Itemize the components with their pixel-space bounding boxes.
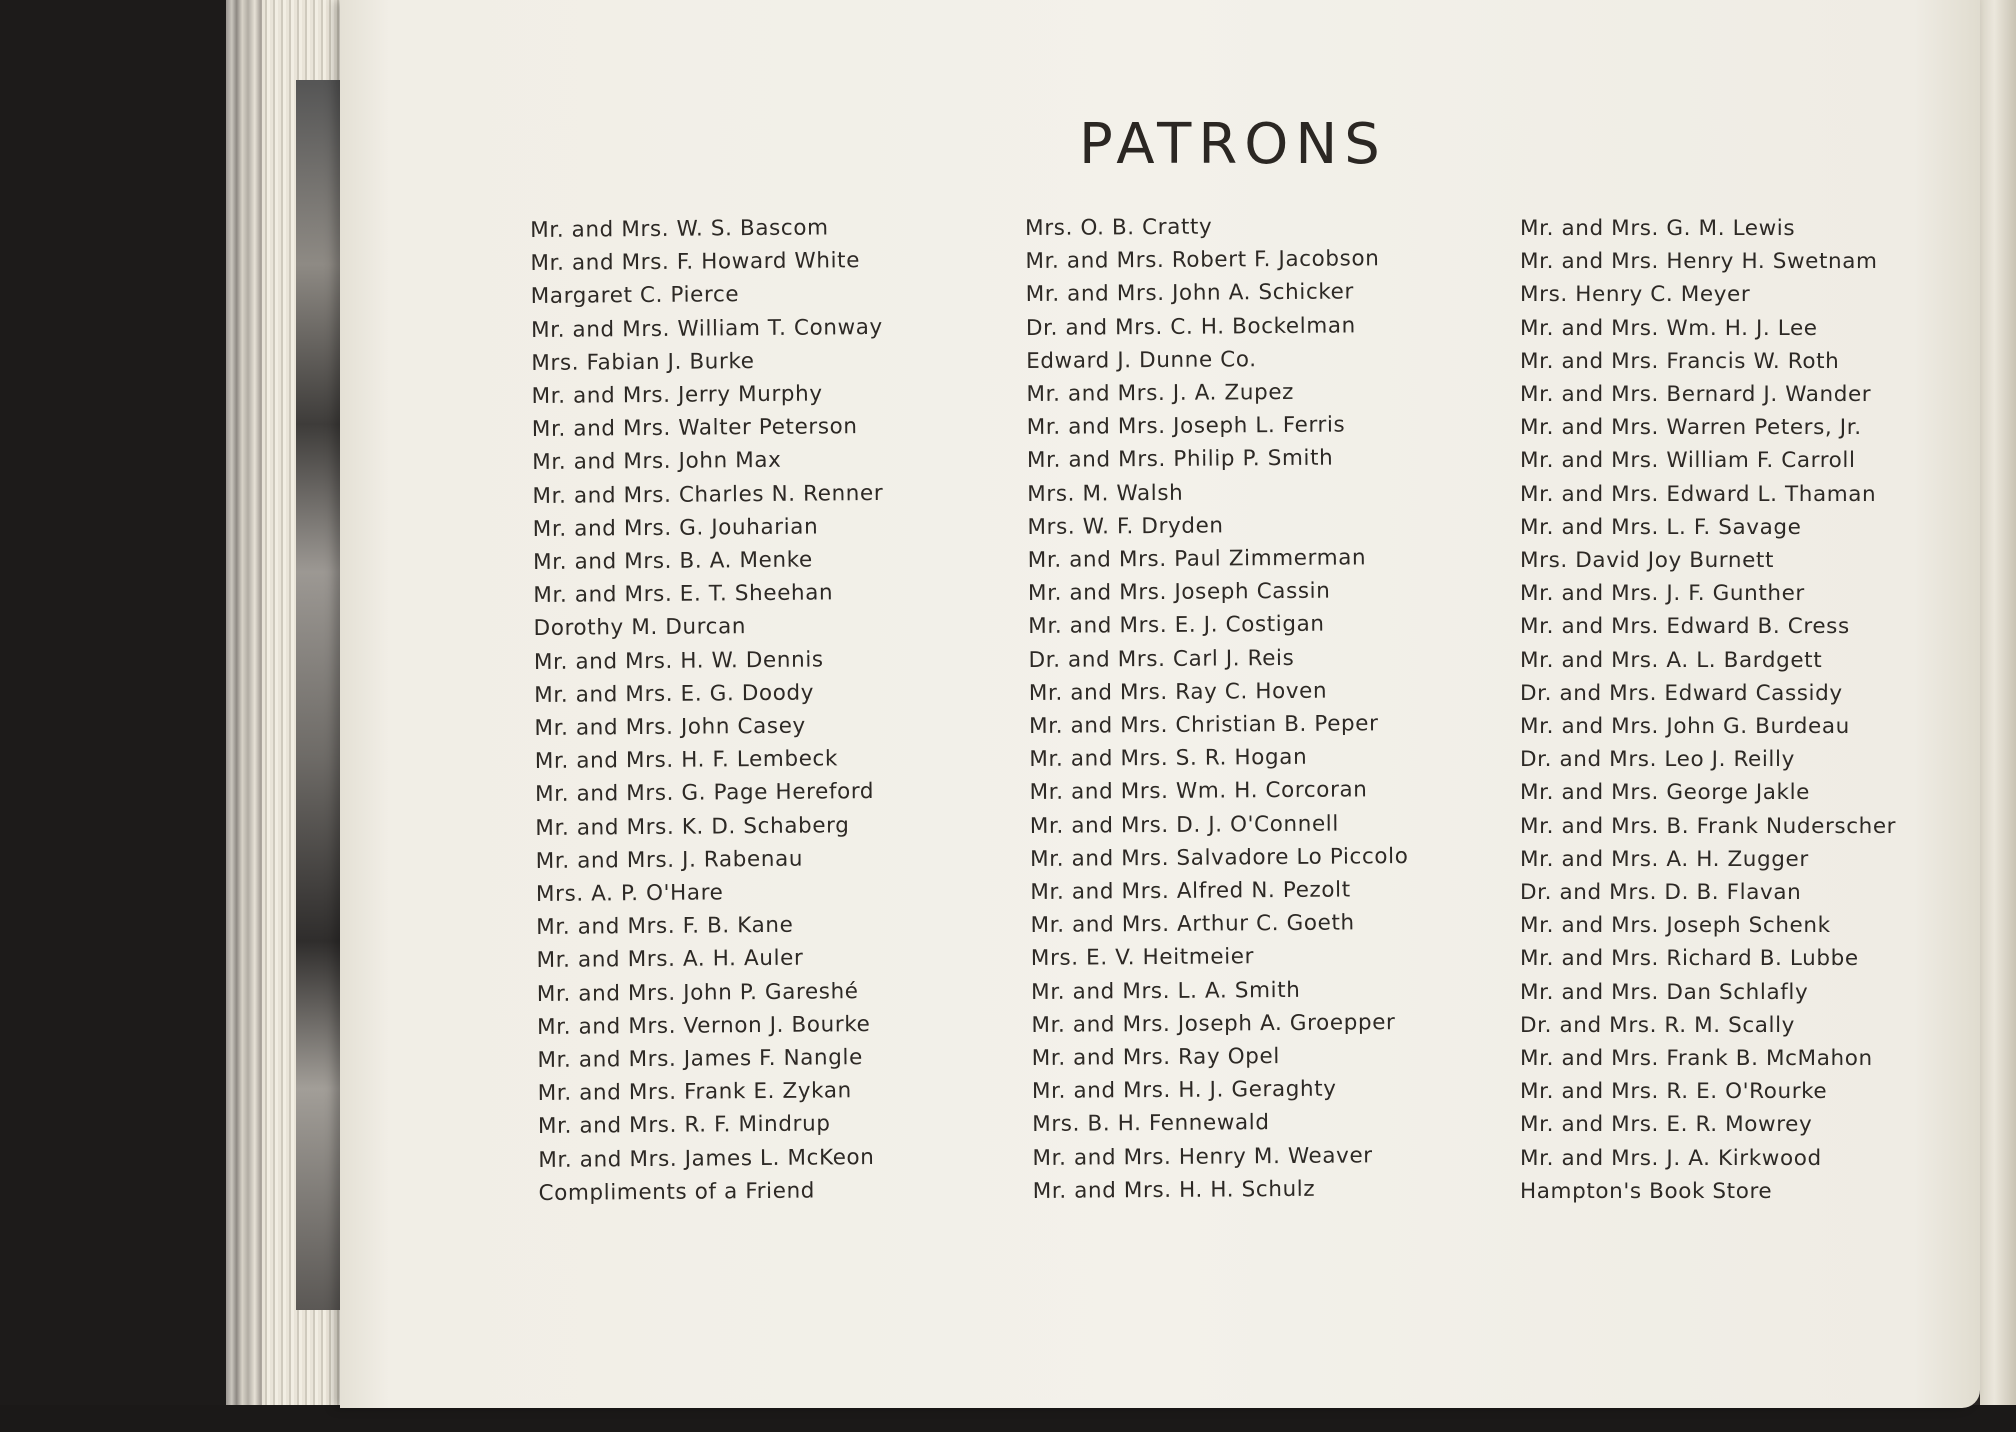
patron-entry: Mrs. David Joy Burnett [1520,548,1774,574]
patron-entry: Mr. and Mrs. George Jakle [1520,780,1811,806]
patron-entry: Mr. and Mrs. Alfred N. Pezolt [1030,877,1351,906]
patron-entry: Mr. and Mrs. Frank B. McMahon [1520,1046,1873,1072]
patron-entry: Mr. and Mrs. Wm. H. J. Lee [1520,315,1818,341]
patron-entry: Mr. and Mrs. Charles N. Renner [532,480,884,509]
patron-column-2 [1025,209,1411,1208]
patron-entry: Mr. and Mrs. E. T. Sheehan [533,580,834,609]
patron-entry: Mr. and Mrs. Ray Opel [1031,1044,1280,1072]
patron-entry: Dr. and Mrs. Edward Cassidy [1520,680,1843,706]
patron-entry: Mr. and Mrs. B. Frank Nuderscher [1520,813,1897,839]
page-title: PATRONS [1079,112,1387,177]
patron-entry: Mrs. A. P. O'Hare [535,880,724,908]
patron-entry: Mr. and Mrs. John G. Burdeau [1520,714,1850,740]
patron-entry: Mr. and Mrs. James L. McKeon [538,1144,875,1173]
patron-entry: Mr. and Mrs. D. J. O'Connell [1029,811,1340,839]
patron-entry: Dr. and Mrs. R. M. Scally [1520,1012,1796,1038]
patron-entry: Mr. and Mrs. F. B. Kane [536,912,794,941]
patron-entry: Mr. and Mrs. G. Jouharian [532,514,819,542]
patron-entry: Mr. and Mrs. Joseph L. Ferris [1026,412,1346,441]
patron-entry: Mr. and Mrs. L. A. Smith [1031,977,1301,1005]
patron-entry: Mr. and Mrs. Bernard J. Wander [1520,382,1872,408]
patron-entry: Mr. and Mrs. Salvadore Lo Piccolo [1029,843,1409,872]
patron-entry: Mrs. Henry C. Meyer [1520,282,1751,308]
patron-entry: Mr. and Mrs. B. A. Menke [532,547,813,576]
patron-entry: Dr. and Mrs. C. H. Bockelman [1025,313,1356,341]
patron-entry: Mr. and Mrs. Robert F. Jacobson [1025,246,1380,275]
patron-entry: Compliments of a Friend [538,1178,816,1206]
patron-entry: Mr. and Mrs. A. H. Zugger [1520,846,1809,872]
patron-entry: Mr. and Mrs. Christian B. Peper [1028,711,1379,740]
patron-entry: Mr. and Mrs. Vernon J. Bourke [536,1011,871,1040]
patron-entry: Mr. and Mrs. J. A. Zupez [1026,379,1295,408]
patron-entry: Mr. and Mrs. S. R. Hogan [1029,745,1308,773]
patron-entry: Mrs. M. Walsh [1027,480,1184,507]
right-page-edge [1980,0,2016,1410]
patron-entry: Mr. and Mrs. Edward L. Thaman [1520,481,1877,507]
patron-entry: Mr. and Mrs. William T. Conway [530,314,883,343]
patron-entry: Mr. and Mrs. J. F. Gunther [1520,581,1805,607]
patron-entry: Edward J. Dunne Co. [1026,346,1257,374]
patron-entry: Mrs. B. H. Fennewald [1032,1110,1270,1138]
patron-entry: Margaret C. Pierce [530,282,740,310]
patron-entry: Mr. and Mrs. Philip P. Smith [1026,446,1334,474]
patron-entry: Mr. and Mrs. Henry H. Swetnam [1520,249,1878,275]
patron-entry: Mr. and Mrs. E. R. Mowrey [1520,1112,1813,1138]
patron-entry: Mrs. W. F. Dryden [1027,513,1224,540]
patron-entry: Dorothy M. Durcan [533,614,747,642]
patron-entry: Mr. and Mrs. Joseph A. Groepper [1031,1009,1396,1038]
patron-entry: Mr. and Mrs. G. M. Lewis [1520,216,1796,241]
patron-entry: Hampton's Book Store [1520,1178,1773,1204]
patron-entry: Mr. and Mrs. John Max [532,448,782,476]
patron-entry: Mr. and Mrs. J. Rabenau [535,846,804,874]
patron-entry: Mr. and Mrs. L. F. Savage [1520,514,1802,540]
patron-entry: Mrs. E. V. Heitmeier [1030,944,1255,972]
patron-entry: Dr. and Mrs. Carl J. Reis [1028,645,1295,673]
patron-entry: Mr. and Mrs. Francis W. Roth [1520,348,1840,374]
patron-entry: Mrs. O. B. Cratty [1025,214,1213,241]
patron-entry: Mr. and Mrs. Jerry Murphy [531,381,823,410]
patron-entry: Mr. and Mrs. John P. Gareshé [536,978,859,1007]
patron-entry: Mr. and Mrs. Paul Zimmerman [1027,545,1367,574]
patron-entry: Mr. and Mrs. James F. Nangle [537,1045,863,1074]
patron-entry: Mr. and Mrs. William F. Carroll [1520,448,1856,474]
patron-entry: Mr. and Mrs. H. W. Dennis [533,647,824,675]
patron-entry: Mr. and Mrs. Warren Peters, Jr. [1520,415,1862,441]
patron-entry: Mr. and Mrs. Wm. H. Corcoran [1029,777,1368,806]
patron-entry: Mr. and Mrs. Edward B. Cress [1520,614,1850,640]
patron-entry: Mr. and Mrs. Dan Schlafly [1520,979,1809,1005]
patron-entry: Mr. and Mrs. A. H. Auler [536,946,804,974]
patron-entry: Mr. and Mrs. John A. Schicker [1025,279,1354,308]
patron-column-1 [530,211,890,1210]
patron-entry: Mr. and Mrs. H. H. Schulz [1032,1176,1316,1204]
patron-entry: Mr. and Mrs. E. J. Costigan [1028,612,1325,640]
patron-entry: Mr. and Mrs. W. S. Bascom [530,215,829,243]
patron-entry: Mr. and Mrs. K. D. Schaberg [535,812,850,841]
patron-entry: Mr. and Mrs. J. A. Kirkwood [1520,1145,1822,1171]
patron-entry: Mr. and Mrs. Joseph Schenk [1520,913,1831,939]
patron-entry: Mr. and Mrs. A. L. Bardgett [1520,647,1823,673]
patron-entry: Mr. and Mrs. Richard B. Lubbe [1520,946,1859,972]
patron-entry: Mr. and Mrs. R. F. Mindrup [537,1111,831,1140]
patron-entry: Mr. and Mrs. Henry M. Weaver [1032,1142,1373,1171]
patron-entry: Dr. and Mrs. Leo J. Reilly [1520,747,1795,773]
patron-entry: Mrs. Fabian J. Burke [531,348,755,376]
patron-entry: Mr. and Mrs. Ray C. Hoven [1028,678,1328,706]
previous-page-photo-edge [296,80,344,1310]
patron-entry: Mr. and Mrs. John Casey [534,713,806,742]
patron-entry: Mr. and Mrs. Walter Peterson [531,414,858,443]
patron-entry: Mr. and Mrs. Arthur C. Goeth [1030,910,1355,939]
patron-entry: Mr. and Mrs. F. Howard White [530,248,861,277]
patron-entry: Mr. and Mrs. H. F. Lembeck [534,746,839,775]
background-bottom [0,1405,2016,1432]
patron-entry: Mr. and Mrs. R. E. O'Rourke [1520,1079,1828,1105]
patron-entry: Mr. and Mrs. H. J. Geraghty [1031,1076,1337,1105]
patron-entry: Mr. and Mrs. Frank E. Zykan [537,1078,852,1107]
background-left [0,0,232,1432]
patron-entry: Dr. and Mrs. D. B. Flavan [1520,880,1802,906]
patron-entry: Mr. and Mrs. G. Page Hereford [534,779,875,808]
patron-column-3 [1520,212,1896,1208]
patron-entry: Mr. and Mrs. E. G. Doody [534,680,815,708]
patron-entry: Mr. and Mrs. Joseph Cassin [1027,578,1331,607]
